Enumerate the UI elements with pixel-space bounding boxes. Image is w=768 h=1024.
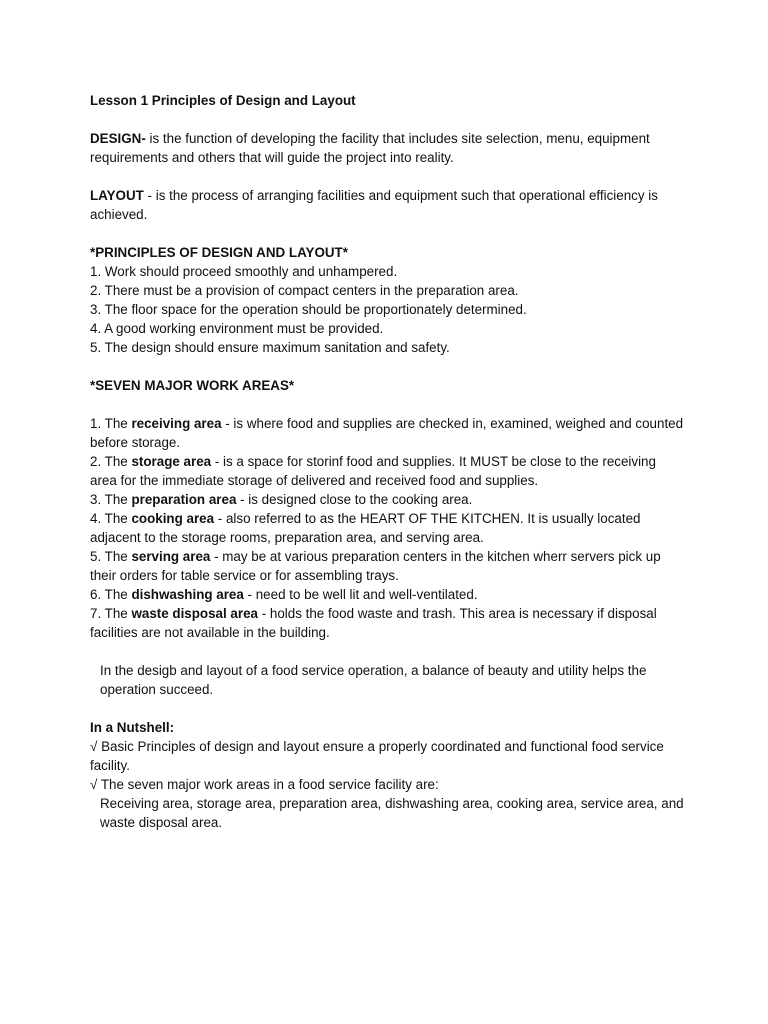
work-area-prefix: 7. The xyxy=(90,606,132,621)
work-area-item xyxy=(90,509,684,547)
work-area-item xyxy=(90,547,684,585)
layout-definition xyxy=(90,186,684,224)
work-area-prefix: 6. The xyxy=(90,587,132,602)
spacer xyxy=(90,642,684,661)
work-area-term: receiving area xyxy=(131,416,222,431)
work-area-prefix: 1. The xyxy=(90,416,132,431)
work-area-text: - holds the food waste and trash. This area is necessary if disposal facilities are not available in the building. xyxy=(90,606,657,640)
work-area-term: waste disposal area xyxy=(131,606,258,621)
spacer xyxy=(90,395,684,414)
principles-heading: *PRINCIPLES OF DESIGN AND LAYOUT* xyxy=(90,245,348,260)
design-term: DESIGN- xyxy=(90,131,146,146)
work-area-prefix: 3. The xyxy=(90,492,132,507)
work-area-text: - need to be well lit and well-ventilated. xyxy=(243,587,478,602)
work-area-term: storage area xyxy=(131,454,212,469)
lesson-title: Lesson 1 Principles of Design and Layout xyxy=(90,93,356,108)
work-area-text: - also referred to as the HEART OF THE KITCHEN. It is usually located adjacent to the storage rooms, preparation area, and serving area. xyxy=(90,511,641,545)
work-area-term: serving area xyxy=(131,549,211,564)
work-area-text: - is a space for storinf food and supplies. It MUST be close to the receiving area for the immediate storage of delivered and received food and supplies. xyxy=(90,454,656,488)
nutshell-point: √ The seven major work areas in a food service facility are: xyxy=(90,777,439,792)
work-area-prefix: 2. The xyxy=(90,454,132,469)
spacer xyxy=(90,699,684,718)
nutshell-point: √ Basic Principles of design and layout ensure a properly coordinated and functional food service facility. xyxy=(90,739,664,773)
work-area-item xyxy=(90,452,684,490)
work-area-item xyxy=(90,604,684,642)
document-page xyxy=(90,91,684,832)
work-area-text: - is where food and supplies are checked in, examined, weighed and counted before storage. xyxy=(90,416,684,450)
work-area-item xyxy=(90,585,684,604)
work-areas-heading: *SEVEN MAJOR WORK AREAS* xyxy=(90,378,295,393)
spacer xyxy=(90,357,684,376)
work-area-prefix: 5. The xyxy=(90,549,132,564)
work-area-term: cooking area xyxy=(131,511,215,526)
work-area-prefix: 4. The xyxy=(90,511,132,526)
spacer xyxy=(90,224,684,243)
work-area-text: - is designed close to the cooking area. xyxy=(236,492,473,507)
nutshell-heading: In a Nutshell: xyxy=(90,720,175,735)
work-area-item xyxy=(90,490,684,509)
principle-item: 2. There must be a provision of compact centers in the preparation area. xyxy=(90,283,519,298)
spacer xyxy=(90,167,684,186)
work-area-item xyxy=(90,414,684,452)
principle-item: 5. The design should ensure maximum sanitation and safety. xyxy=(90,340,450,355)
layout-text: - is the process of arranging facilities and equipment such that operational efficiency is achieved. xyxy=(90,188,658,222)
layout-term: LAYOUT xyxy=(90,188,144,203)
summary-paragraph: In the desigb and layout of a food service operation, a balance of beauty and utility helps the operation succeed. xyxy=(100,663,647,697)
spacer xyxy=(90,110,684,129)
work-area-text: - may be at various preparation centers in the kitchen wherr servers pick up their orders for table service or for assembling trays. xyxy=(90,549,661,583)
design-text: is the function of developing the facility that includes site selection, menu, equipment requirements and others that will guide the project into reality. xyxy=(90,131,650,165)
principle-item: 4. A good working environment must be provided. xyxy=(90,321,384,336)
work-area-term: preparation area xyxy=(131,492,237,507)
principle-item: 3. The floor space for the operation should be proportionately determined. xyxy=(90,302,527,317)
principle-item: 1. Work should proceed smoothly and unhampered. xyxy=(90,264,398,279)
design-definition xyxy=(90,129,684,167)
work-area-term: dishwashing area xyxy=(131,587,244,602)
nutshell-detail: Receiving area, storage area, preparation area, dishwashing area, cooking area, service area, and waste disposal area. xyxy=(100,796,684,830)
